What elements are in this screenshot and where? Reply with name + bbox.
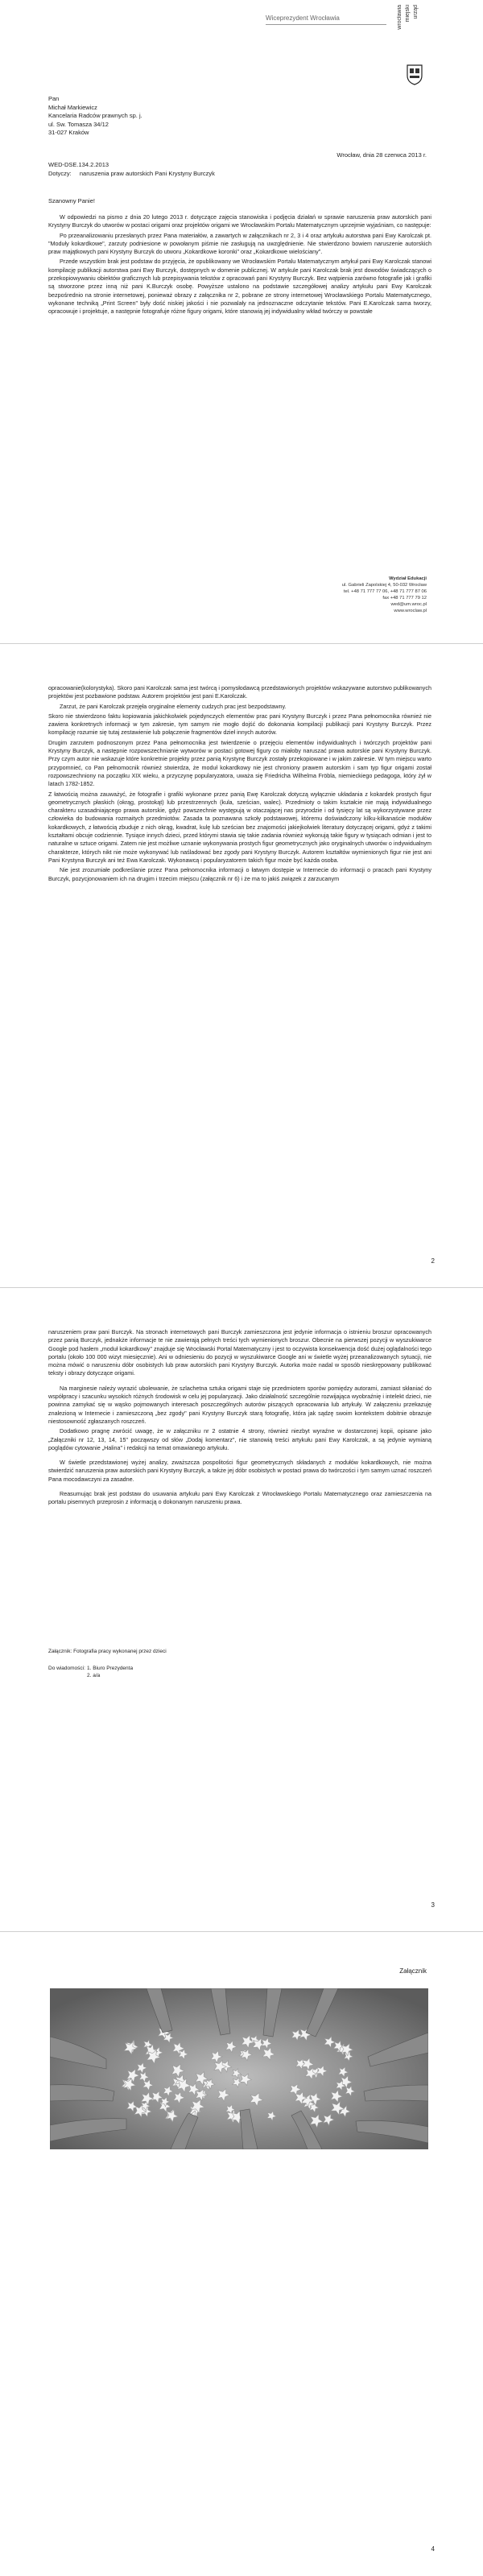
recipient-line: Kancelaria Radców prawnych sp. j. — [48, 112, 142, 119]
letter-body — [48, 684, 431, 885]
subject-line — [48, 170, 215, 177]
body-paragraph: naruszeniem praw pani Burczyk. Na stronach internetowych pani Burczyk zamieszczona jest jedynie informacja o istnieniu broszur opracowanych przez panią Burczyk, jednakże informacje te nie zawierają pełnych treści tych wymienionych broszur. Obecnie na pierwszej pozycji w wyszukiwarce Google pod hasłem „moduł kokardkowy" znajduje się Wrocławski Portal Matematyczny i jest to oczywista konsekwencja dość dużej oglądalności tego portalu (około 100 000 wizyt miesięcznie). Ani w odniesieniu do pozycji w wyszukiwarce Google ani w świetle wyżej przeanalizowanych sytuacji, nie można mówić o naruszeniu dóbr osobistych lub praw autorskich pani Krystyny Burczyk. Autorka może nadal w sposób nieskrępowany publikować teksty i obrazy dotyczące origami. — [48, 1328, 431, 1377]
page-3 — [0, 1288, 483, 1932]
page-number: 3 — [431, 1901, 435, 1909]
recipient-line: 31-027 Kraków — [48, 129, 89, 136]
page-4 — [0, 1932, 483, 2575]
body-paragraph: Zarzut, że pani Karolczak przejęła oryginalne elementy cudzych prac jest bezpodstawny. — [60, 702, 287, 710]
body-paragraph: W świetle przedstawionej wyżej analizy, zważszcza pospolitości figur geometrycznych składanych z modułów kokardkowych, nie można stwierdzić naruszenia praw autorskich pani Krystyny Burczyk, a także jej dóbr osobistych w postaci prawa do twórczości i tym samym uznać roszczeń Pana mocodawczyni za zasadne. — [48, 1459, 431, 1483]
footer-phone: tel. +48 71 777 77 06, +48 71 777 87 06 — [343, 589, 427, 594]
logo-word-1: urząd — [413, 5, 419, 19]
distribution-item: 2. a/a — [87, 1673, 101, 1678]
body-paragraph: Reasumując brak jest podstaw do usuwania artykułu pani Ewy Karolczak z Wrocławskiego Portalu Matematycznego oraz zamieszczenia na portalu pisemnych przeprosin z informacją o dokonanym naruszeniu prawa. — [48, 1490, 431, 1506]
office-header: Wiceprezydent Wrocławia — [266, 14, 340, 22]
recipient-line: Michał Markiewicz — [48, 103, 97, 111]
attachment-title: Załącznik — [399, 1967, 427, 1975]
reference-number: WED-DSE.134.2.2013 — [48, 161, 109, 168]
body-paragraph: Nie jest zrozumiałe podkreślanie przez Pana pełnomocnika informacji o łatwym dostępie w Internecie do informacji o pracach pani Krystyny Burczyk, pozycjonowaniem ich na drugim i trzecim miejscu (załącznik nr 6) i że ma to jakiś związek z zarzucanym — [48, 866, 431, 882]
body-paragraph: Drugim zarzutem podnoszonym przez Pana pełnomocnika jest twierdzenie o przejęciu elementów indywidualnych i twórczych projektów pani Krystyny Burczyk, a następnie rozpowszechnianie wytworów w postaci gotowej figury co miałoby naruszać prawa autorskie pani Krystyny Burczyk. Przy czym autor nie wskazuje które konkretnie projekty przez panią Krystynę Burczyk zostały przekopiowane i w jakim zakresie. W tym miejscu warto przypomnieć, co Pan pełnomocnik również stwierdza, że moduł kokardkowy nie jest chroniony prawem autorskim i sam typ figur origami został rozpowszechniony na początku XIX wieku, a przyczynę popularyzatora, uważa się Friedricha Wilhelma Fröbla, niemieckiego pedagoga, który żył w latach 1782-1852. — [48, 738, 431, 788]
distribution-block — [48, 1665, 134, 1678]
footer-fax: fax +48 71 777 79 12 — [382, 596, 427, 601]
body-paragraph: Po przeanalizowaniu przesłanych przez Pana materiałów, a zawartych w załącznikach nr 2, 3 i 4 oraz artykułu autorstwa pani Ewy Karolczak pt. "Moduły kokardkowe", zarzuty podniesione w powołanym piśmie nie zasługują na uwzględnienie. Nie stwierdzono bowiem naruszenie autorskich praw majątkowych pani Krystyny Burczyk do utworu „Kokardkowe koronki" oraz „Kokardkowe wielościany". — [48, 231, 431, 256]
body-paragraph: Skoro nie stwierdzono faktu kopiowania jakichkolwiek pojedynczych elementów prac pani Krystyny Burczyk i przez Pana pełnomocnika również nie zawiera konkretnych informacji w tym zakresie, tym samym nie mogło dojść do dokonania kompilacji publikacji pani Krystyny Burczyk. Przez kompilację rozumie się tutaj zestawienie lub połączenie fragmentów dzieł innych autorów. — [48, 712, 431, 737]
subject-text: naruszenia praw autorskich Pani Krystyny Burczyk — [79, 170, 215, 177]
city-logo — [396, 5, 435, 87]
page-number: 4 — [431, 2545, 435, 2553]
footer-website: www.wroclaw.pl — [394, 609, 427, 613]
distribution-item: 1. Biuro Prezydenta — [87, 1666, 134, 1671]
recipient-block — [48, 95, 142, 138]
letter-date: Wrocław, dnia 28 czerwca 2013 r. — [336, 151, 427, 159]
page-1 — [0, 0, 483, 644]
recipient-line: Pan — [48, 95, 60, 102]
attachment-note: Załącznik: Fotografia pracy wykonanej przez dzieci — [48, 1649, 167, 1654]
body-paragraph: Przede wszystkim brak jest podstaw do przyjęcia, że opublikowany we Wrocławskim Portalu Matematycznym artykuł pani Ewy Karolczak stanowi kompilację publikacji autorstwa pani Ewy Burczyk, dostępnych w domenie publicznej. W artykule pani Karolczak brak jest dowodów świadczących o przekopiowywaniu obiektów graficznych lub przepisywania tekstów z opracowań pani Krystyny Burczyk. Bez wątpienia zarówno fotografie jak i grafiki są stworzone przez inną niż pani K.Burczyk osobę. Powyższe ustalono na podstawie szczegółowej analizy artykułu pani Ewy Karolczak bezpośrednio na stronie internetowej, ponieważ obrazy z załącznika nr 2, pobrane ze strony internetowej Wrocławskiego Portalu Matematycznego, wykonane techniką „Print Screen" były dość niskiej jakości i nie pozwalały na jednoznaczne odczytanie tekstów. Pani E.Karolczak sama tworzy, opracowuje i projektuje, a następnie fotografuje różne figury origami, które stanowią jej indywidualny wkład twórczy w powstałe — [48, 258, 431, 316]
footer-email: wed@um.wroc.pl — [390, 602, 427, 607]
distribution-list — [87, 1665, 133, 1679]
footer-dept: Wydział Edukacji — [389, 576, 427, 581]
crest-shield-icon — [407, 64, 423, 85]
header-rule — [266, 24, 386, 25]
recipient-line: ul. Sw. Tomasza 34/12 — [48, 120, 109, 128]
subject-label: Dotyczy: — [48, 170, 72, 177]
body-paragraph: Na marginesie należy wyrazić ubolewanie, że szlachetna sztuka origami staje się przedmiotem sporów pomiędzy autorami, zamiast skłaniać do współpracy i szacunku wysokich różnych środowisk w celu jej popularyzacji. Jako działalność szczególnie rozwijająca wyobraźnię i intelekt dzieci, nie powinna zamykać się w wąsko pojmowanych interesach poszczególnych autorów piszących opracowania lub artykuły. W załączeniu przekazuję znalezioną w Internecie i zamieszczoną „bez zgody" pani Krystyny Burczyk starą fotografię, która jak sądzę swoim kontekstem dobitnie obrazuje niestosowność zgłaszanych roszczeń. — [48, 1384, 431, 1425]
sender-footer — [342, 576, 427, 614]
body-paragraph: W odpowiedzi na pismo z dnia 20 lutego 2013 r. dotyczące zajęcia stanowiska i podjęcia działań w sprawie naruszenia praw autorskich pani Krystyny Burczyk do utworów w postaci origami oraz projektów origami we Wrocławskim Portalu Matematycznym uprzejmie wyjaśniam, co następuje: — [48, 213, 431, 229]
letter-body — [48, 1328, 431, 1509]
body-paragraph: Dodatkowo pragnę zwrócić uwagę, że w załączniku nr 2 ostatnie 4 strony, również niezbyt wyraźne w dostarczonej kopii, opisane jako „Załączniki nr 12, 13, 14, 15" począwszy od słów „Dodaj komentarz", nie stanowią treści artykułu pani Ewy Karolczak, a są jedynie wymianą poglądów cytowanie „Halina" i redakcji na temat omawianego artykułu. — [48, 1427, 431, 1451]
body-paragraph: opracowanie(kolorystyka). Skoro pani Karolczak sama jest twórcą i pomysłodawcą przedstawionych projektów wskazywane autorstwo publikowanych projektów jest pozbawione podstaw. Autorem projektów jest pani E.Karolczak. — [48, 684, 431, 700]
logo-word-2: miejski — [405, 5, 411, 23]
page-2 — [0, 644, 483, 1288]
distribution-label: Do wiadomości: — [48, 1666, 85, 1671]
footer-address: ul. Gabrieli Zapolskiej 4, 50-032 Wrocław — [341, 583, 427, 588]
children-origami-photo — [50, 1988, 428, 2149]
letter-body — [48, 213, 431, 318]
body-paragraph: Z łatwością można zauważyć, że fotografie i grafiki wykonane przez panią Ewę Karolczak dotyczą wyłącznie układania z kokardek prostych figur geometrycznych płaskich (okrąg, prostokąt) lub przestrzennych (kula, sześcian, walec). Przedmioty o takim kształcie nie mają indywidualnego charakteru uzasadniającego prawa autorskie, gdyż powszechnie występują w otaczającej nas przyrodzie i od tysięcy lat są wykorzystywane przez człowieka do budowania rozmaitych przedmiotów. Zasada ta poznawana szkoły podstawowej, któremu doświadczony kilku-kilkanaście modułów kokardkowych, z łatwością zbuduje z nich okrąg, kwadrat, kulę lub sześcian bez znajomości jakiejkolwiek literatury dotyczącej origami, gdyż z takimi kształtami obcuje codziennie. Tysiące innych dzieci, przed którymi stawia się takie zadania również wykonują takie figury w tysiącach odmian i jest to naturalne w sztuce origami. Zatem nie jest możliwe uznanie wykonywania prostych figur geometrycznych jako oryginalnych utworów o indywidualnym charakterze, których nikt nie może wykonywać lub naśladować bez zgody pani Krystyny Burczyk. Autorem kształtów wymienionych figur nie jest ani Pani Krystyna Burczyk ani też Ewa Karolczak. Wykonawcą i popularyzatorem takich figur może być każda osoba. — [48, 790, 431, 864]
logo-word-3: wrocławia — [397, 5, 402, 30]
salutation: Szanowny Panie! — [48, 197, 95, 204]
page-number: 2 — [431, 1257, 435, 1265]
